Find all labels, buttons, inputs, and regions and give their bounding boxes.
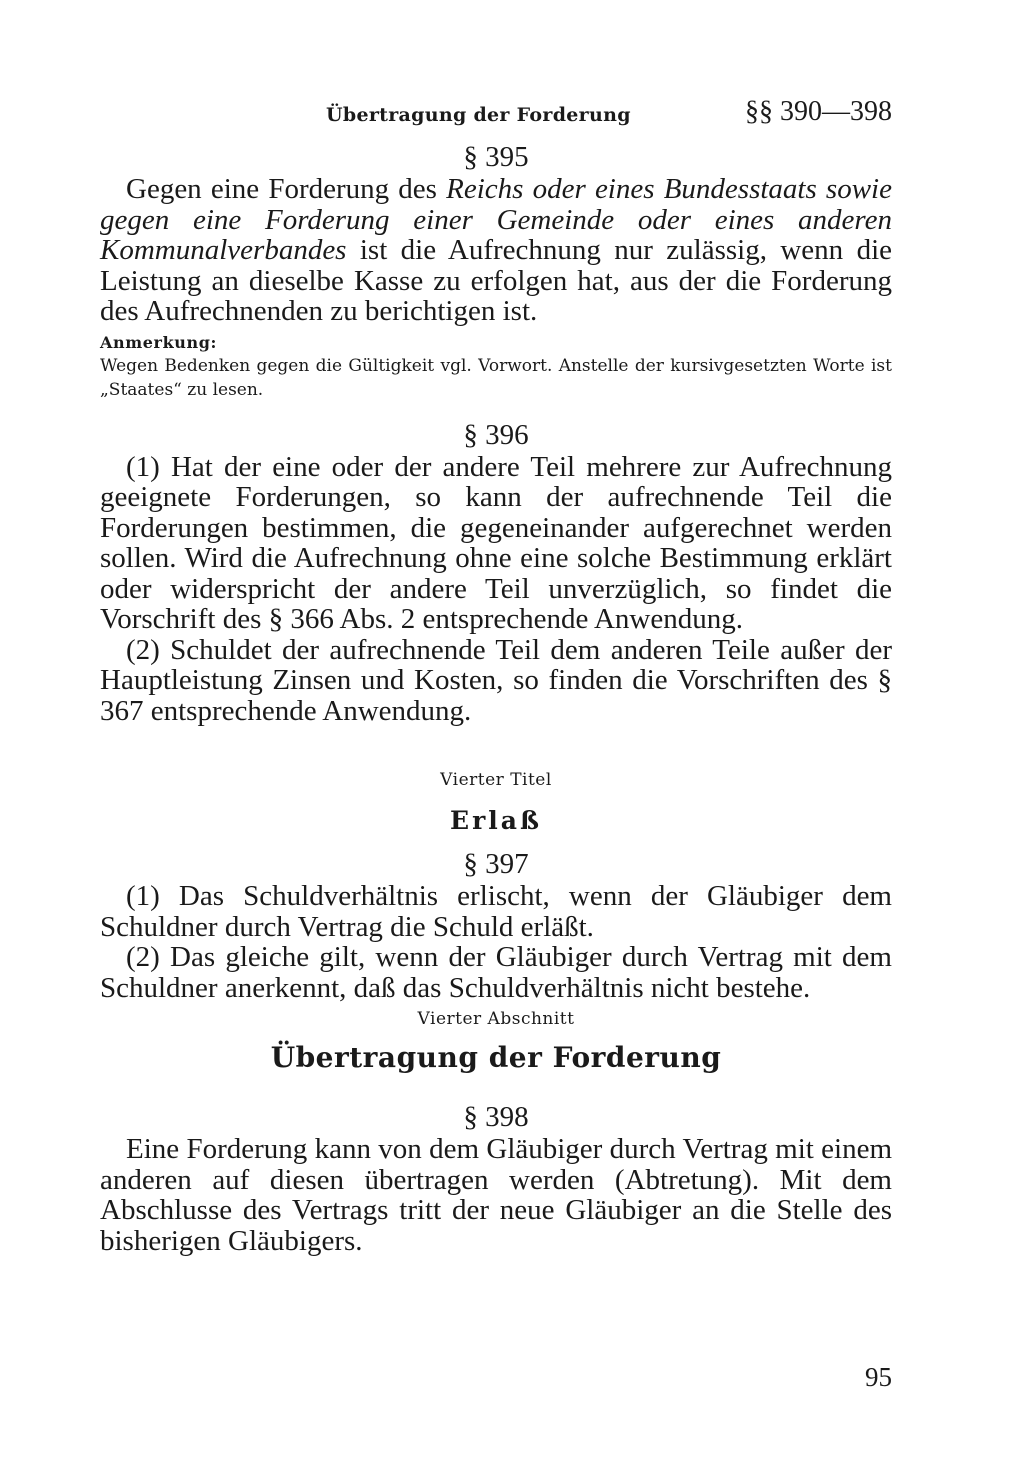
paragraph-396-subsection-2: (2) Schuldet der aufrechnende Teil dem anderen Teile außer der Hauptleistung Zinsen und Kosten, so finden die Vorschriften des § 367 entsprechende Anwendung. (100, 633, 892, 727)
paragraph-395-text-start: Gegen eine Forderung des (126, 173, 447, 205)
paragraph-397-subsection-1: (1) Das Schuldverhältnis erlischt, wenn der Gläubiger dem Schuldner durch Vertrag die Schuld erläßt. (100, 880, 892, 943)
page-number: 95 (865, 1362, 892, 1392)
note-label: Anmerkung: (100, 332, 218, 352)
title-label: Vierter Titel (440, 770, 552, 790)
paragraph-heading-396: § 396 (463, 418, 529, 451)
paragraph-398 (100, 1100, 892, 1256)
running-header-title: Übertragung der Forderung (326, 104, 631, 126)
paragraph-397 (100, 847, 892, 1003)
paragraph-395-text (100, 174, 892, 327)
section-name: Übertragung der Forderung (270, 1041, 722, 1074)
running-header-paragraph-range: §§ 390—398 (745, 96, 892, 127)
paragraph-395-text-end: ist die Aufrechnung nur zulässig, wenn die Leistung an dieselbe Kasse zu erfolgen hat, aus der die Forderung des Aufrechnenden zu berichtigen ist. (100, 234, 892, 327)
running-header (100, 90, 892, 130)
paragraph-395-italic-text: Reichs oder eines Bundesstaats sowie gegen eine Forderung einer Gemeinde oder eines anderen Kommunalverbandes (100, 173, 892, 266)
paragraph-396 (100, 418, 892, 727)
paragraph-heading-398: § 398 (463, 1101, 529, 1133)
title-name: Erlaß (450, 806, 542, 835)
paragraph-396-subsection-1: (1) Hat der eine oder der andere Teil mehrere zur Aufrechnung geeignete Forderungen, so kann der aufrechnende Teil die Forderungen bestimmen, die gegeneinander aufgerechnet werden sollen. Wird die Aufrechnung ohne eine solche Bestimmung erklärt oder widerspricht der andere Teil unverzüglich, so findet die Vorschrift des § 366 Abs. 2 entsprechende Anwendung. (100, 450, 892, 635)
note-text: Wegen Bedenken gegen die Gültigkeit vgl. Vorwort. Anstelle der kursivgesetzten Worte ist „Staates“ zu lesen. (100, 355, 892, 400)
paragraph-heading-395: § 395 (463, 141, 529, 173)
paragraph-398-text: Eine Forderung kann von dem Gläubiger durch Vertrag mit einem anderen auf diesen übertragen werden (Abtretung). Mit dem Abschlusse des Vertrags tritt der neue Gläubiger an die Stelle des bisherigen Gläubigers. (100, 1133, 892, 1257)
paragraph-heading-397: § 397 (463, 848, 529, 880)
section-label: Vierter Abschnitt (417, 1009, 575, 1029)
paragraph-397-subsection-2: (2) Das gleiche gilt, wenn der Gläubiger durch Vertrag mit dem Schuldner anerkennt, daß das Schuldverhältnis nicht bestehe. (100, 941, 892, 1004)
book-page (100, 90, 892, 1256)
title-block (100, 770, 892, 835)
section-block (100, 1009, 892, 1074)
paragraph-395 (100, 140, 892, 402)
